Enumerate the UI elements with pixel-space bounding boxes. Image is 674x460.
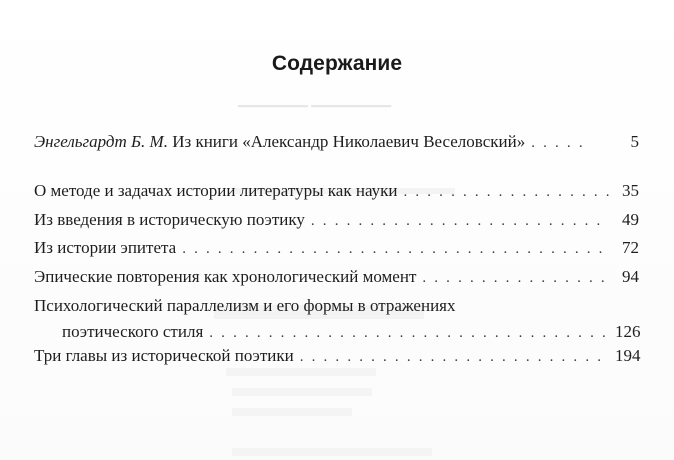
toc-entry-title: Из книги «Александр Николаевич Веселовский» <box>172 132 526 151</box>
toc-page-number: 72 <box>622 238 639 257</box>
dot-leader <box>300 346 609 368</box>
toc-entry-title: Три главы из исторической поэтики <box>34 346 294 365</box>
toc-entry-author: Энгельгардт Б. М. <box>34 132 168 151</box>
toc-entry-title: Из введения в историческую поэтику <box>34 210 305 229</box>
toc-entry <box>34 209 639 232</box>
toc-entry-text <box>34 131 525 153</box>
toc-page-number: 35 <box>622 181 639 200</box>
toc-entry <box>34 180 639 203</box>
toc-entry-continuation <box>34 321 639 344</box>
toc-entry <box>34 266 639 289</box>
contents-title: Содержание <box>271 52 403 75</box>
toc-entry <box>34 131 639 154</box>
toc-page-number: 126 <box>615 322 641 341</box>
toc-entry <box>34 345 639 368</box>
toc-entry-title: Из истории эпитета <box>34 238 177 257</box>
toc-entry <box>34 237 639 260</box>
toc-page-number: 49 <box>622 210 639 229</box>
dot-leader <box>531 132 583 154</box>
toc-entry-title: Психологический параллелизм и его формы в отражениях <box>34 296 456 315</box>
toc-page-number: 94 <box>622 267 639 286</box>
toc-entry-title: Эпические повторения как хронологический момент <box>34 267 417 286</box>
dot-leader <box>311 210 609 232</box>
toc-page-number: 5 <box>630 132 639 151</box>
table-of-contents <box>34 0 639 460</box>
dot-leader <box>403 181 609 203</box>
dot-leader <box>182 238 609 260</box>
dot-leader <box>422 267 609 289</box>
show-through-text: ▁▁▁▁▁▁▁▁ ▁▁▁▁▁▁▁ <box>238 92 392 107</box>
toc-entry-title-continued: поэтического стиля <box>62 322 204 341</box>
dot-leader <box>209 322 609 344</box>
toc-entry-title: О методе и задачах истории литературы как науки <box>34 181 398 200</box>
toc-page-number: 194 <box>615 346 641 365</box>
toc-entry <box>34 295 639 345</box>
